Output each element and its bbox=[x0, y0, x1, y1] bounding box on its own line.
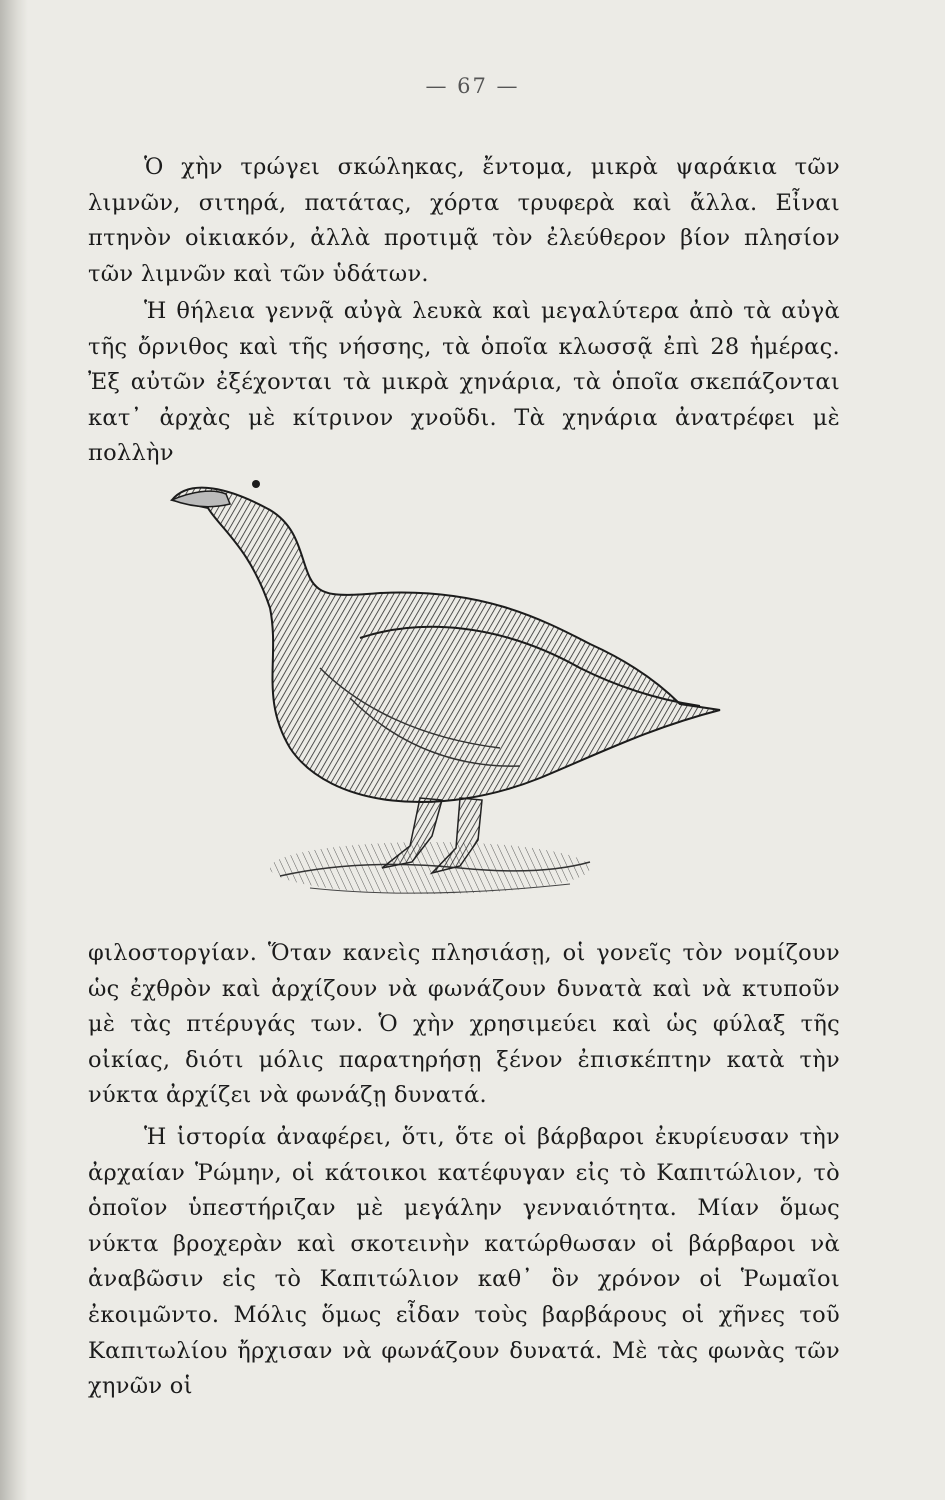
paragraph-goose-diet: Ὁ χὴν τρώγει σκώληκας, ἔντομα, μικρὰ ψαράκια τῶν λιμνῶν, σιτηρά, πατάτας, χόρτα τρυφερὰ καὶ ἄλλα. Εἶναι πτηνὸν οἰκιακόν, ἀλλὰ προτιμᾷ τὸν ἐλεύθερον βίον πλησίον τῶν λιμνῶν καὶ τῶν ὑδάτων. bbox=[88, 154, 840, 287]
goose-engraving-illustration bbox=[160, 448, 760, 928]
page-number: — 67 — bbox=[425, 74, 520, 98]
paragraph-goose-eggs: Ἡ θήλεια γεννᾷ αὐγὰ λευκὰ καὶ μεγαλύτερα ἀπὸ τὰ αὐγὰ τῆς ὄρνιθος καὶ τῆς νήσσης, τὰ ὁποῖα κλωσσᾷ ἐπὶ 28 ἡμέρας. Ἐξ αὐτῶν ἐξέχονται τὰ μικρὰ χηνάρια, τὰ ὁποῖα σκεπάζονται κατ᾽ ἀρχὰς μὲ κίτρινον χνοῦδι. Τὰ χηνάρια ἀνατρέφει μὲ πολλὴν bbox=[88, 298, 840, 467]
paragraph-goose-guardian: φιλοστοργίαν. Ὅταν κανεὶς πλησιάσῃ, οἱ γονεῖς τὸν νομίζουν ὡς ἐχθρὸν καὶ ἀρχίζουν νὰ φωνάζουν δυνατὰ καὶ νὰ κτυποῦν μὲ τὰς πτέρυγάς των. Ὁ χὴν χρησιμεύει καὶ ὡς φύλαξ τῆς οἰκίας, διότι μόλις παρατηρήσῃ ξένον ἐπισκέπτην κατὰ τὴν νύκτα ἀρχίζει νὰ φωνάζῃ δυνατά. bbox=[88, 940, 840, 1109]
ground-patch bbox=[270, 842, 590, 894]
goose-body bbox=[172, 488, 720, 802]
paragraph-capitol-history: Ἡ ἱστορία ἀναφέρει, ὅτι, ὅτε οἱ βάρβαροι ἐκυρίευσαν τὴν ἀρχαίαν Ῥώμην, οἱ κάτοικοι κατέφυγαν εἰς τὸ Καπιτώλιον, τὸ ὁποῖον ὑπεστήριζαν μὲ μεγάλην γενναιότητα. Μίαν ὅμως νύκτα βροχερὰν καὶ σκοτεινὴν κατώρθωσαν οἱ βάρβαροι νὰ ἀναβῶσιν εἰς τὸ Καπιτώλιον καθ᾽ ὃν χρόνον οἱ Ῥωμαῖοι ἐκοιμῶντο. Μόλις ὅμως εἶδαν τοὺς βαρβάρους οἱ χῆνες τοῦ Καπιτωλίου ἤρχισαν νὰ φωνάζουν δυνατά. Μὲ τὰς φωνὰς τῶν χηνῶν οἱ bbox=[88, 1124, 840, 1400]
page-spine-shadow bbox=[0, 0, 28, 1500]
